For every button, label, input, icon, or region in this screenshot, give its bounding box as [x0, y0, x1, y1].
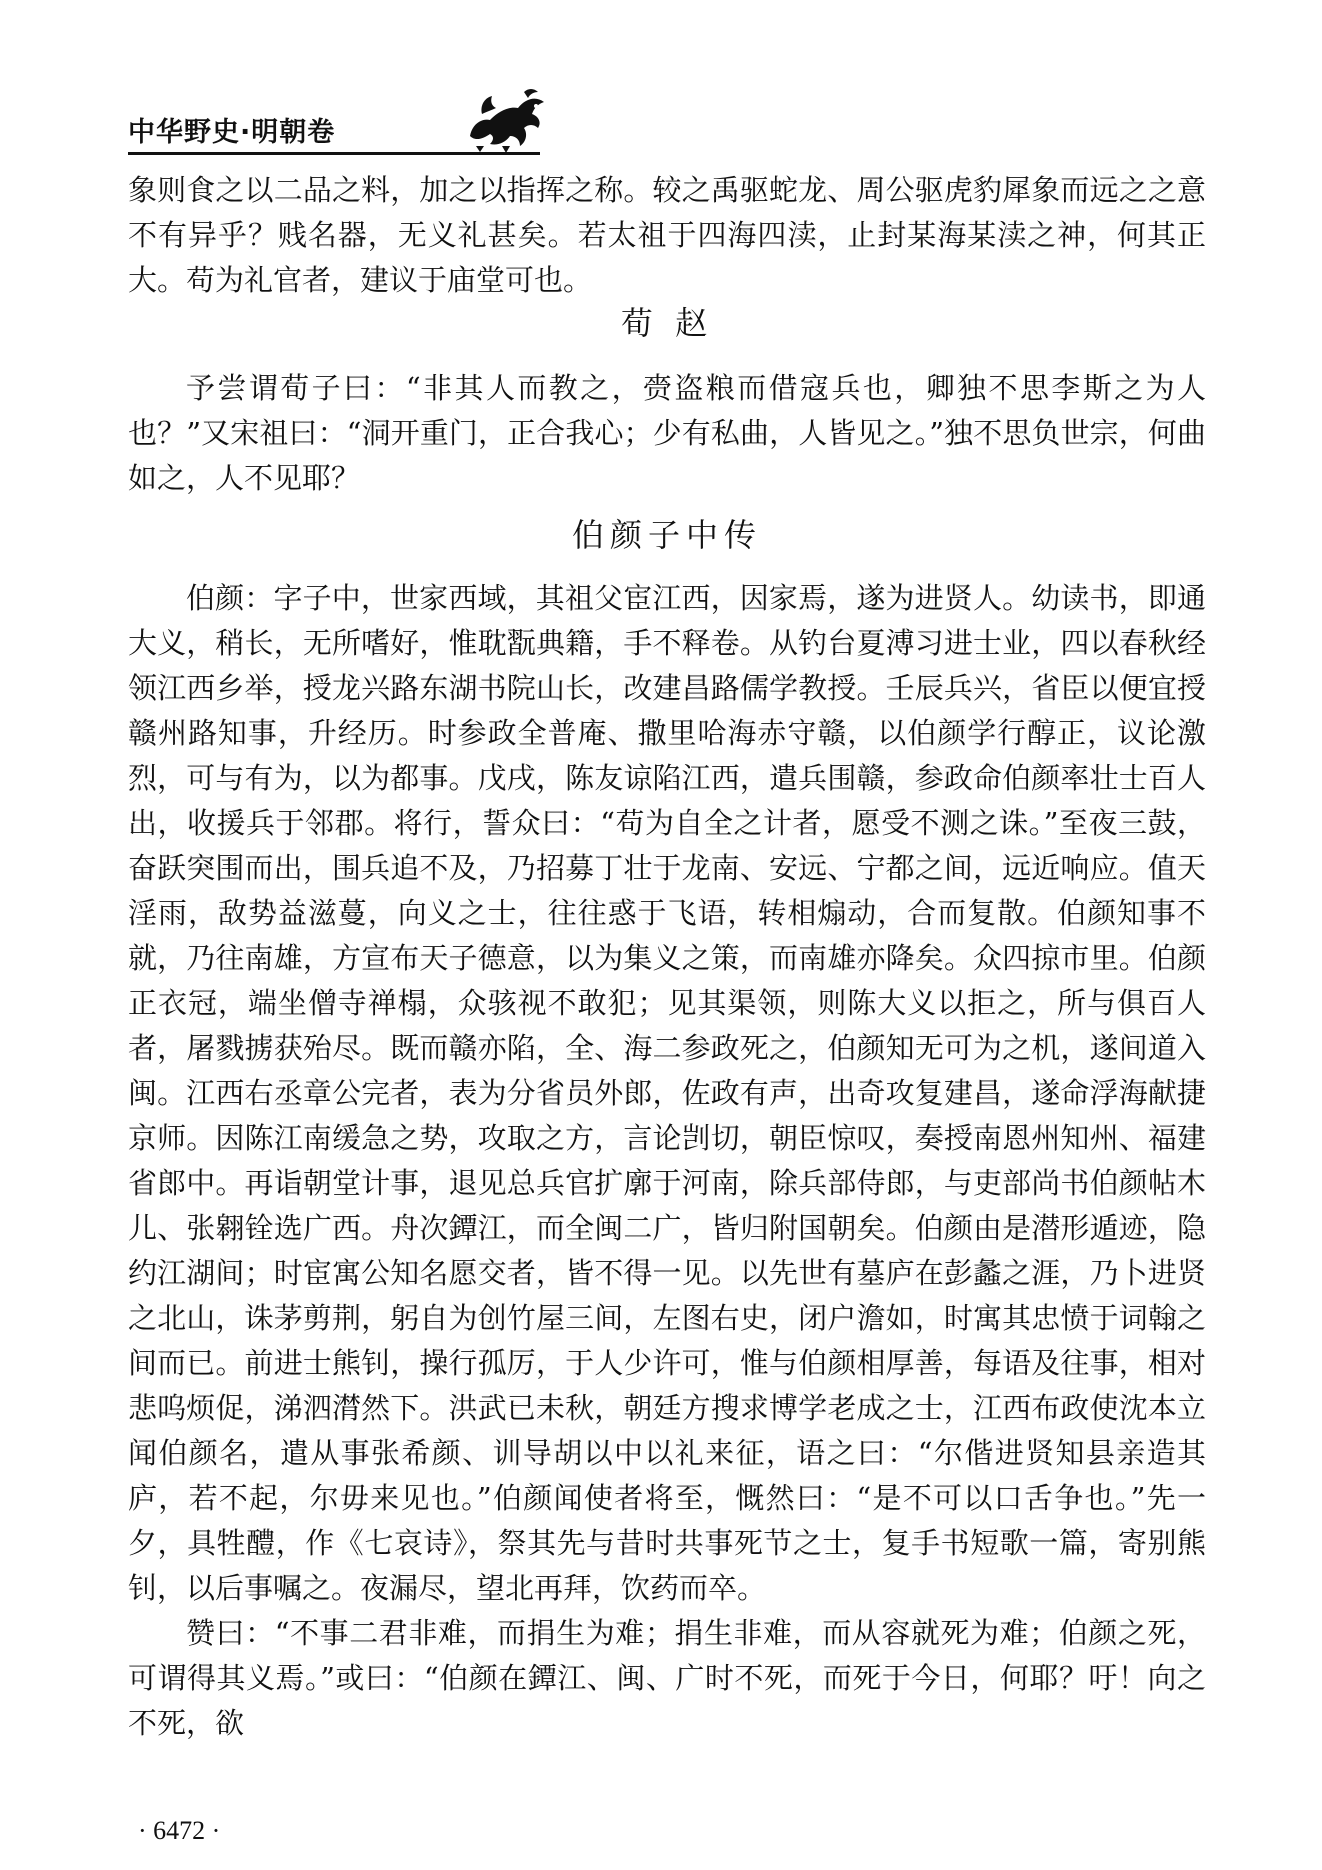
biography-paragraph: 伯颜：字子中，世家西域，其祖父宦江西，因家焉，遂为进贤人。幼读书，即通大义，稍长，无所嗜好，惟耽翫典籍，手不释卷。从钓台夏溥习进士业，四以春秋经领江西乡举，授龙兴路东湖书院山长，改建昌路儒学教授。壬辰兵兴，省臣以便宜授赣州路知事，升经历。时参政全普庵、撒里哈海赤守赣，以伯颜学行醇正，议论激烈，可与有为，以为都事。戊戌，陈友谅陷江西，遣兵围赣，参政命伯颜率壮士百人出，收援兵于邻郡。将行，誓众曰：“苟为自全之计者，愿受不测之诛。”至夜三鼓，奋跃突围而出，围兵追不及，乃招募丁壮于龙南、安远、宁都之间，远近响应。值天淫雨，敌势益滋蔓，向义之士，往往惑于飞语，转相煽动，合而复散。伯颜知事不就，乃往南雄，方宣布天子德意，以为集义之策，而南雄亦降矣。众四掠市里。伯颜正衣冠，端坐僧寺禅榻，众骇视不敢犯；见其渠领，则陈大义以拒之，所与俱百人者，屠戮掳获殆尽。既而赣亦陷，全、海二参政死之，伯颜知无可为之机，遂间道入闽。江西右丞章公完者，表为分省员外郎，佐政有声，出奇攻复建昌，遂命浮海献捷京师。因陈江南缓急之势，攻取之方，言论剀切，朝臣惊叹，奏授南恩州知州、福建省郎中。再诣朝堂计事，退见总兵官扩廓于河南，除兵部侍郎，与吏部尚书伯颜帖木儿、张翱铨选广西。舟次鐔江，而全闽二广，皆归附国朝矣。伯颜由是潜形遁迹，隐约江湖间；时宦寓公知名愿交者，皆不得一见。以先世有墓庐在彭蠡之涯，乃卜进贤之北山，诛茅剪荆，躬自为创竹屋三间，左图右史，闭户澹如，时寓其忠愤于词翰之间而已。前进士熊钊，操行孤厉，于人少许可，惟与伯颜相厚善，每语及往事，相对悲呜烦促，涕泗潸然下。洪武已未秋，朝廷方搜求博学老成之士，江西布政使沈本立闻伯颜名，遣从事张希颜、训导胡以中以礼来征，语之曰：“尔偕进贤知县亲造其庐，若不起，尔毋来见也。”伯颜闻使者将至，慨然曰：“是不可以口舌争也。”先一夕，具牲醴，作《七哀诗》，祭其先与昔时共事死节之士，复手书短歌一篇，寄别熊钊，以后事嘱之。夜漏尽，望北再拜，饮药而卒。	[128, 581, 1206, 1605]
section-body-xun-zhao	[128, 366, 1206, 501]
section-paragraph: 予尝谓荀子曰：“非其人而教之，赍盗粮而借寇兵也，卿独不思李斯之为人也？”又宋祖曰：“洞开重门，正合我心；少有私曲，人皆见之。”独不思负世宗，何曲如之，人不见耶？	[128, 371, 1206, 495]
appraisal-paragraph: 赞曰：“不事二君非难，而捐生为难；捐生非难，而从容就死为难；伯颜之死，可谓得其义焉。”或曰：“伯颜在鐔江、闽、广时不死，而死于今日，何耶？吁！向之不死，欲	[128, 1616, 1206, 1740]
section-title-boyan-zizhong: 伯颜子中传	[571, 516, 762, 554]
section-title-xun-zhao: 荀 赵	[620, 304, 714, 342]
running-title: 中华野史·明朝卷	[128, 117, 336, 148]
section-body-boyan-zizhong	[128, 576, 1206, 1746]
intro-paragraph: 象则食之以二品之料，加之以指挥之称。较之禹驱蛇龙、周公驱虎豹犀象而远之之意不有异乎？贱名器，无义礼甚矣。若太祖于四海四渎，止封某海某渎之神，何其正大。苟为礼官者，建议于庙堂可也。	[128, 173, 1206, 297]
intro-text	[128, 168, 1206, 303]
page-number: · 6472 ·	[138, 1816, 221, 1845]
dragon-icon	[462, 84, 548, 154]
